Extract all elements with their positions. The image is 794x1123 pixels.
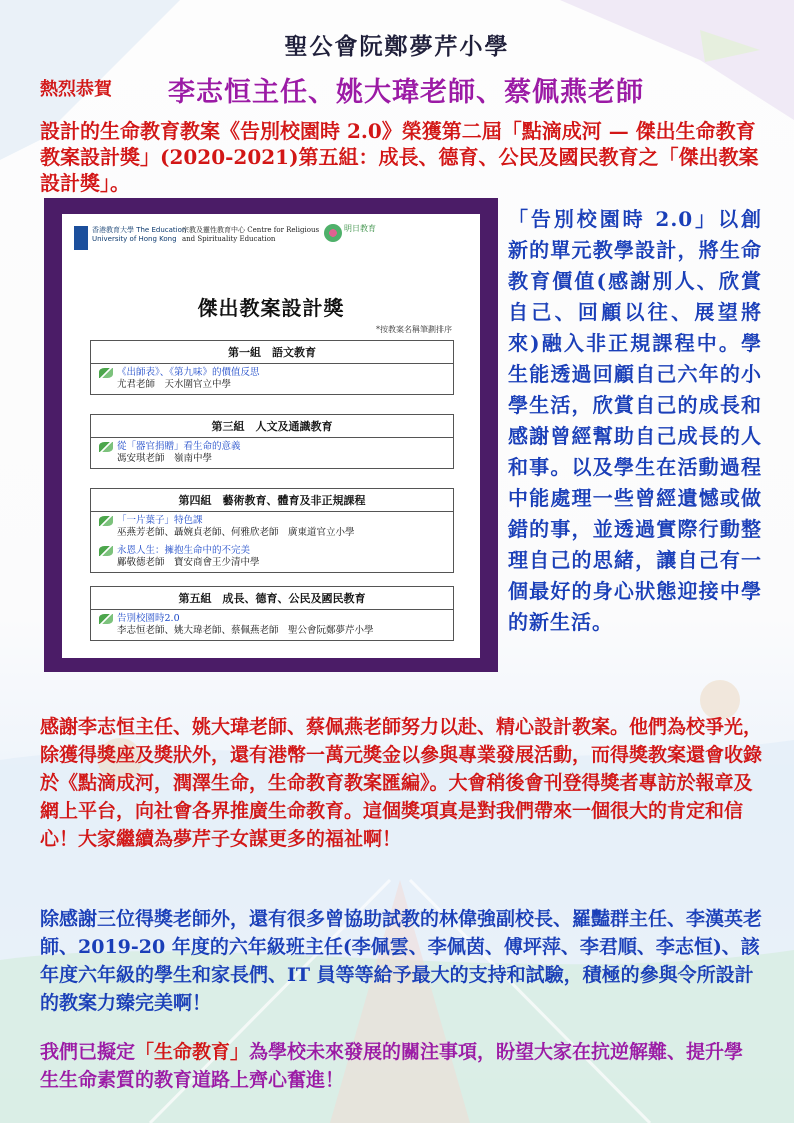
leaf-icon: [99, 368, 113, 378]
group-heading: 第四組 藝術教育、體育及非正規課程: [91, 489, 453, 512]
entry-title: 「一片葉子」特色課: [117, 515, 203, 526]
award-group: [90, 488, 454, 573]
entry-authors: 馮安琪老師 嶺南中學: [117, 453, 213, 464]
award-group: [90, 586, 454, 641]
closing-highlight: 「生命教育」: [135, 1041, 250, 1063]
certificate-image: [62, 214, 480, 658]
certificate-note: *按教案名稱筆劃排序: [376, 325, 452, 334]
leaf-icon: [99, 442, 113, 452]
school-name: 聖公會阮鄭夢芹小學: [284, 33, 510, 60]
centre-logo: 宗教及靈性教育中心 Centre for Religious and Spirituality Education: [182, 226, 320, 243]
leaf-icon: [99, 614, 113, 624]
award-group: [90, 414, 454, 469]
group-heading: 第五組 成長、德育、公民及國民教育: [91, 587, 453, 610]
certificate-logos: [74, 224, 468, 264]
entry-title: 《出師表》、《第九味》的價值反思: [117, 367, 260, 378]
award-entry: [91, 610, 453, 640]
awarded-teachers: 李志恒主任、姚大瑋老師、蔡佩燕老師: [168, 77, 644, 108]
helpers-paragraph: 除感謝三位得獎老師外，還有很多曾協助試教的林偉強副校長、羅豔群主任、李漢英老師、2019-20 年度的六年級班主任(李佩雲、李佩茵、傅坪萍、李君順、李志恒)、該年度六年級的學生和家長們、IT 員等等給予最大的支持和試驗，積極的參與令所設計的教案力臻完美啊！: [40, 908, 763, 1014]
entry-authors: 巫燕芳老師、聶婉貞老師、何雅欣老師 廣東道官立小學: [117, 527, 355, 538]
entry-authors: 李志恒老師、姚大瑋老師、蔡佩燕老師 聖公會阮鄭夢芹小學: [117, 625, 374, 636]
closing-paragraph: [40, 1038, 762, 1094]
eduhk-logo: 香港教育大學 The Education University of Hong Kong: [74, 226, 187, 244]
entry-authors: 鄺敬德老師 寶安商會王少清中學: [117, 557, 260, 568]
partner-logo: 明日教育: [324, 224, 404, 234]
entry-authors: 尤君老師 天水圍官立中學: [117, 379, 232, 390]
thanks-paragraph: 感謝李志恒主任、姚大瑋老師、蔡佩燕老師努力以赴、精心設計教案。他們為校爭光，除獲得獎座及獎狀外，還有港幣一萬元獎金以參與專業發展活動，而得獎教案還會收錄於《點滴成河，潤澤生命，生命教育教案匯編》。大會稍後會刊登得獎者專訪於報章及網上平台，向社會各界推廣生命教育。這個獎項真是對我們帶來一個很大的肯定和信心！大家繼續為夢芹子女謀更多的福祉啊！: [40, 716, 763, 850]
leaf-icon: [99, 516, 113, 526]
lesson-description: 「告別校園時 2.0」以創新的單元教學設計，將生命教育價值(感謝別人、欣賞自己、回顧以往、展望將來)融入非正規課程中。學生能透過回顧自己六年的小學生活，欣賞自己的成長和感謝曾經幫助自己成長的人和事。以及學生在活動過程中能處理一些曾經遺憾或做錯的事，並透過實際行動整理自己的思緒，讓自己有一個最好的身心狀態迎接中學的新生活。: [508, 207, 762, 634]
closing-prefix: 我們已擬定: [40, 1041, 136, 1063]
leaf-icon: [99, 546, 113, 556]
entry-title: 告別校園時2.0: [117, 613, 180, 624]
award-intro: 設計的生命教育教案《告別校園時 2.0》榮獲第二屆「點滴成河 — 傑出生命教育教案設計獎」(2020-2021)第五組：成長、德育、公民及國民教育之「傑出教案設計獎」。: [40, 119, 759, 195]
award-entry: [91, 364, 453, 394]
entry-title: 從「器官捐贈」看生命的意義: [117, 441, 241, 452]
award-entry: [91, 542, 453, 572]
award-entry: [91, 438, 453, 468]
group-heading: 第一組 語文教育: [91, 341, 453, 364]
group-heading: 第三組 人文及通識教育: [91, 415, 453, 438]
award-group: [90, 340, 454, 395]
congrats-label: 熱烈恭賀: [40, 79, 112, 100]
certificate-title: 傑出教案設計獎: [197, 296, 345, 320]
entry-title: 永恩人生：擁抱生命中的不完美: [117, 545, 251, 556]
closing-suffix: 為學校未來發展的關注事項，盼望大家在抗逆解難、提升學生生命素質的教育道路上齊心奮進！: [40, 1041, 744, 1091]
award-entry: [91, 512, 453, 542]
